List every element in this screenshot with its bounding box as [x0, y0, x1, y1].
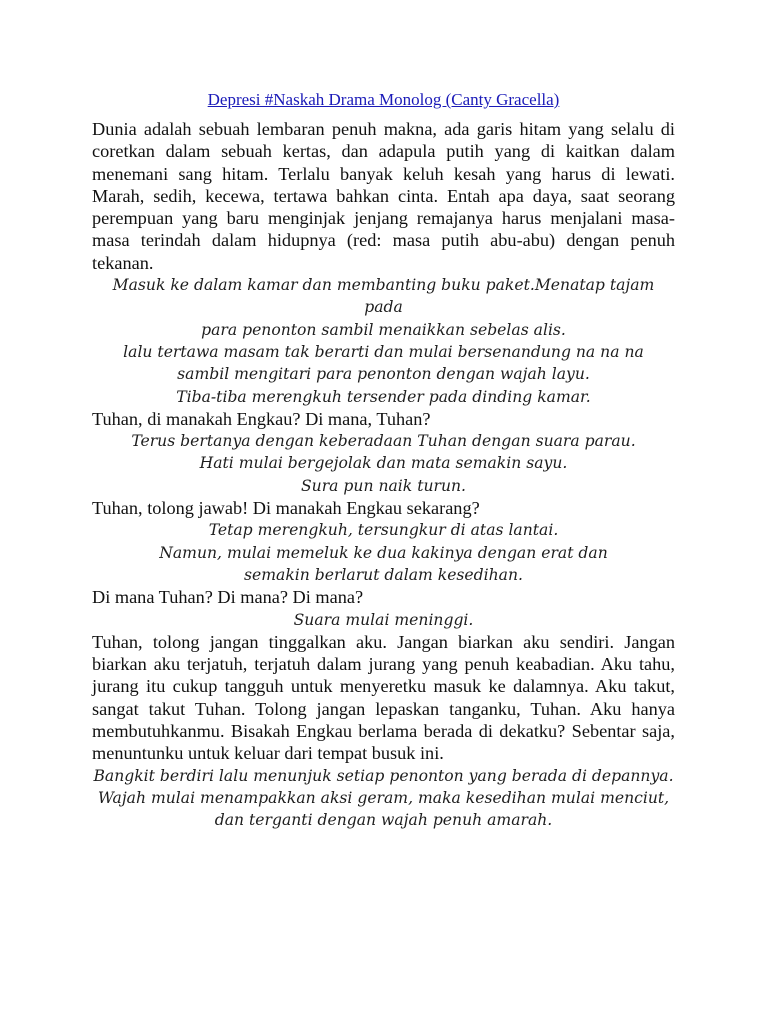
stage-direction-2: [92, 430, 675, 497]
stage-line: Wajah mulai menampakkan aksi geram, maka kesedihan mulai menciut, dan terganti dengan wajah penuh amarah.: [97, 788, 670, 830]
stage-line: Tiba-tiba merengkuh tersender pada dinding kamar.: [176, 387, 591, 406]
stage-line: Sura pun naik turun.: [301, 476, 466, 495]
stage-line: Suara mulai meninggi.: [293, 610, 474, 629]
stage-direction-3: [92, 519, 675, 586]
stage-line: lalu tertawa masam tak berarti dan mulai bersenandung na na na: [123, 342, 644, 361]
stage-line: Namun, mulai memeluk ke dua kakinya dengan erat dan: [159, 543, 608, 562]
stage-direction-1: [92, 274, 675, 408]
document-title-link[interactable]: Depresi #Naskah Drama Monolog (Canty Gracella): [207, 90, 560, 109]
stage-line: Bangkit berdiri lalu menunjuk setiap penonton yang berada di depannya.: [93, 766, 674, 785]
dialogue-line-3: Di mana Tuhan? Di mana? Di mana?: [92, 587, 364, 608]
stage-line: semakin berlarut dalam kesedihan.: [244, 565, 523, 584]
stage-line: Masuk ke dalam kamar dan membanting buku paket.Menatap tajam pada: [112, 276, 655, 317]
stage-line: Tetap merengkuh, tersungkur di atas lantai.: [208, 521, 559, 540]
intro-paragraph: Dunia adalah sebuah lembaran penuh makna, ada garis hitam yang selalu di coretkan dalam sebuah kertas, dan adapula putih yang di kaitkan dalam menemani sang hitam. Terlalu banyak keluh kesah yang harus di lewati. Marah, sedih, kecewa, tertawa bahkan cinta. Entah apa daya, saat seorang perempuan yang baru menginjak jenjang remajanya harus menjalani masa-masa terindah dalam hidupnya (red: masa putih abu-abu) dengan penuh tekanan.: [92, 119, 675, 273]
stage-direction-4: [92, 609, 675, 631]
stage-line: para penonton sambil menaikkan sebelas alis.: [201, 320, 566, 339]
dialogue-line-1: Tuhan, di manakah Engkau? Di mana, Tuhan?: [92, 408, 431, 429]
plea-paragraph: Tuhan, tolong jangan tinggalkan aku. Jangan biarkan aku sendiri. Jangan biarkan aku terjatuh, terjatuh dalam jurang yang penuh keabadian. Aku tahu, jurang itu cukup tangguh untuk menyeretku masuk ke dalamnya. Aku takut, sangat takut Tuhan. Tolong jangan lepaskan tanganku, Tuhan. Aku hanya membutuhkanmu. Bisakah Engkau berlama berada di dekatku? Sebentar saja, menuntunku untuk keluar dari tempat busuk ini.: [92, 631, 675, 764]
stage-direction-5: [92, 765, 675, 832]
stage-line: sambil mengitari para penonton dengan wajah layu.: [177, 365, 590, 384]
document-page: [92, 90, 675, 832]
stage-line: Hati mulai bergejolak dan mata semakin sayu.: [199, 454, 568, 473]
dialogue-line-2: Tuhan, tolong jawab! Di manakah Engkau sekarang?: [92, 498, 480, 519]
stage-line: Terus bertanya dengan keberadaan Tuhan dengan suara parau.: [131, 432, 636, 451]
